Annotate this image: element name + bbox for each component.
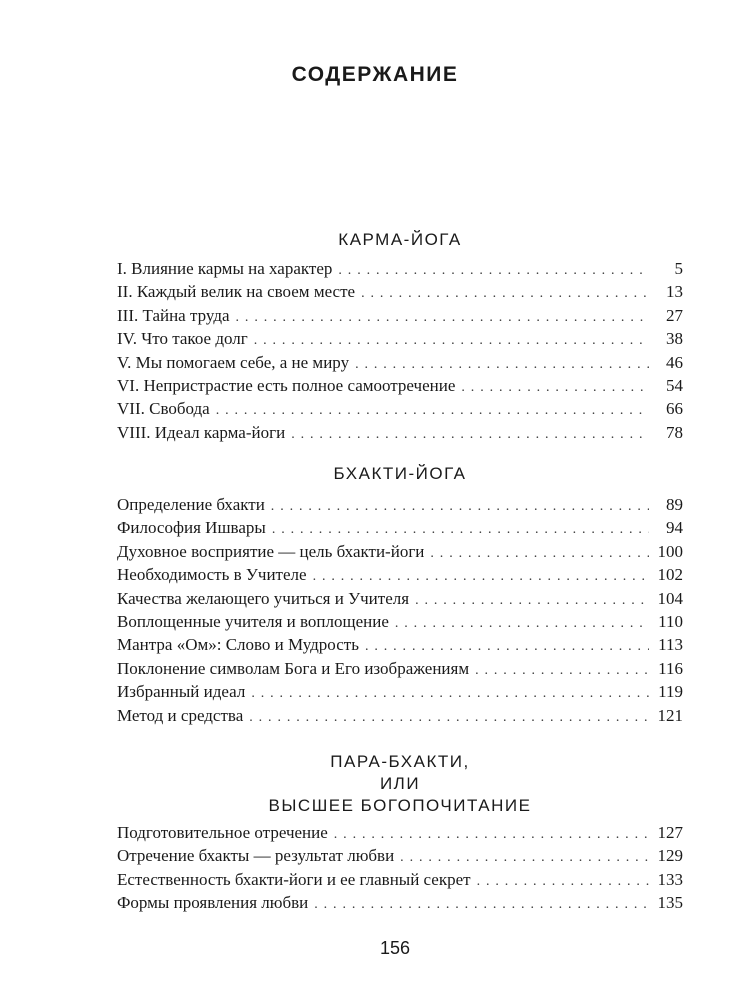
- toc-list-bhakti-yoga: [117, 495, 683, 729]
- toc-entry-page: 104: [657, 588, 683, 608]
- section-title-para-bhakti: [0, 751, 750, 817]
- dot-leader: [313, 569, 649, 585]
- dot-leader: [271, 499, 649, 515]
- toc-entry[interactable]: [117, 706, 683, 729]
- toc-list-para-bhakti: [117, 823, 683, 917]
- section-title-line: КАРМА-ЙОГА: [338, 230, 462, 249]
- toc-entry-page: 133: [657, 869, 683, 889]
- toc-entry-page: 113: [658, 635, 683, 655]
- toc-entry-title: VI. Непристрастие есть полное самоотречение: [117, 375, 456, 395]
- toc-entry[interactable]: [117, 399, 683, 422]
- section-title-karma-yoga: [0, 229, 750, 251]
- toc-entry-page: 66: [666, 399, 683, 419]
- dot-leader: [272, 522, 649, 538]
- section-title-line: ВЫСШЕЕ БОГОПОЧИТАНИЕ: [268, 796, 532, 815]
- toc-entry[interactable]: [117, 870, 683, 893]
- toc-entry[interactable]: [117, 635, 683, 658]
- toc-entry-page: 119: [658, 682, 683, 702]
- toc-entry[interactable]: [117, 518, 683, 541]
- toc-entry-page: 94: [666, 518, 683, 538]
- toc-entry-page: 127: [657, 823, 683, 842]
- dot-leader: [291, 427, 649, 443]
- page-number: 156: [379, 938, 411, 958]
- toc-entry[interactable]: [117, 329, 683, 352]
- dot-leader: [361, 286, 649, 302]
- toc-entry-title: Духовное восприятие — цель бхакти-йоги: [117, 541, 425, 561]
- dot-leader: [477, 874, 649, 890]
- section-title-line: БХАКТИ-ЙОГА: [333, 464, 467, 483]
- dot-leader: [355, 357, 649, 373]
- toc-entry[interactable]: [117, 353, 683, 376]
- toc-entry-title: Избранный идеал: [117, 682, 246, 702]
- toc-entry-title: Формы проявления любви: [117, 893, 309, 913]
- toc-entry-title: VII. Свобода: [117, 399, 210, 419]
- toc-entry-page: 102: [657, 565, 683, 585]
- toc-entry-page: 89: [666, 495, 683, 514]
- section-title-line: ИЛИ: [379, 774, 421, 793]
- toc-entry-title: Отречение бхакты — результат любви: [117, 846, 395, 866]
- dot-leader: [395, 616, 649, 632]
- toc-entry[interactable]: [117, 659, 683, 682]
- section-title-line: ПАРА-БХАКТИ,: [330, 752, 470, 771]
- toc-entry-title: Определение бхакти: [117, 495, 265, 514]
- toc-entry-title: III. Тайна труда: [117, 305, 230, 325]
- toc-entry-page: 13: [666, 282, 683, 302]
- toc-entry[interactable]: [117, 306, 683, 329]
- toc-entry-title: Качества желающего учиться и Учителя: [117, 588, 410, 608]
- toc-entry-title: Воплощенные учителя и воплощение: [117, 611, 389, 631]
- toc-entry-title: IV. Что такое долг: [117, 329, 248, 349]
- toc-entry[interactable]: [117, 565, 683, 588]
- dot-leader: [314, 897, 649, 913]
- toc-entry[interactable]: [117, 893, 683, 916]
- toc-entry-page: 129: [657, 846, 683, 866]
- section-title-bhakti-yoga: [0, 463, 750, 485]
- toc-entry-page: 110: [658, 611, 683, 631]
- toc-entry[interactable]: [117, 823, 683, 846]
- toc-entry-page: 38: [666, 329, 683, 349]
- dot-leader: [251, 686, 649, 702]
- dot-leader: [365, 639, 649, 655]
- toc-entry-page: 100: [657, 541, 683, 561]
- toc-entry-title: Философия Ишвары: [117, 518, 266, 538]
- toc-entry-title: Мантра «Ом»: Слово и Мудрость: [117, 635, 359, 655]
- toc-entry[interactable]: [117, 682, 683, 705]
- toc-list-karma-yoga: [117, 259, 683, 446]
- toc-entry-page: 54: [666, 375, 683, 395]
- toc-entry-title: Метод и средства: [117, 705, 244, 725]
- dot-leader: [415, 593, 649, 609]
- toc-entry[interactable]: [117, 423, 683, 446]
- page-title: СОДЕРЖАНИЕ: [291, 63, 459, 86]
- toc-entry-page: 116: [658, 658, 683, 678]
- toc-entry-page: 46: [666, 352, 683, 372]
- dot-leader: [236, 310, 649, 326]
- toc-entry-page: 121: [657, 705, 683, 725]
- dot-leader: [430, 546, 649, 562]
- toc-entry-title: Поклонение символам Бога и Его изображениям: [117, 658, 470, 678]
- dot-leader: [475, 663, 649, 679]
- dot-leader: [216, 403, 649, 419]
- toc-entry-page: 78: [666, 422, 683, 442]
- toc-entry[interactable]: [117, 259, 683, 282]
- toc-entry-title: Необходимость в Учителе: [117, 565, 307, 585]
- toc-entry-page: 27: [666, 305, 683, 325]
- toc-entry[interactable]: [117, 612, 683, 635]
- toc-entry-title: Подготовительное отречение: [117, 823, 328, 842]
- dot-leader: [400, 850, 649, 866]
- toc-entry[interactable]: [117, 846, 683, 869]
- dot-leader: [338, 263, 649, 279]
- dot-leader: [254, 333, 649, 349]
- toc-entry-page: 5: [674, 259, 683, 278]
- toc-entry-title: Естественность бхакти-йоги и ее главный секрет: [117, 869, 471, 889]
- dot-leader: [461, 380, 649, 396]
- toc-entry-title: VIII. Идеал карма-йоги: [117, 422, 286, 442]
- toc-entry-title: I. Влияние кармы на характер: [117, 259, 333, 278]
- dot-leader: [249, 710, 649, 726]
- toc-entry-title: V. Мы помогаем себе, а не миру: [117, 352, 350, 372]
- dot-leader: [334, 827, 649, 843]
- toc-entry[interactable]: [117, 589, 683, 612]
- toc-entry[interactable]: [117, 282, 683, 305]
- toc-entry-title: II. Каждый велик на своем месте: [117, 282, 356, 302]
- toc-entry[interactable]: [117, 495, 683, 518]
- toc-entry-page: 135: [657, 893, 683, 913]
- toc-entry[interactable]: [117, 542, 683, 565]
- toc-entry[interactable]: [117, 376, 683, 399]
